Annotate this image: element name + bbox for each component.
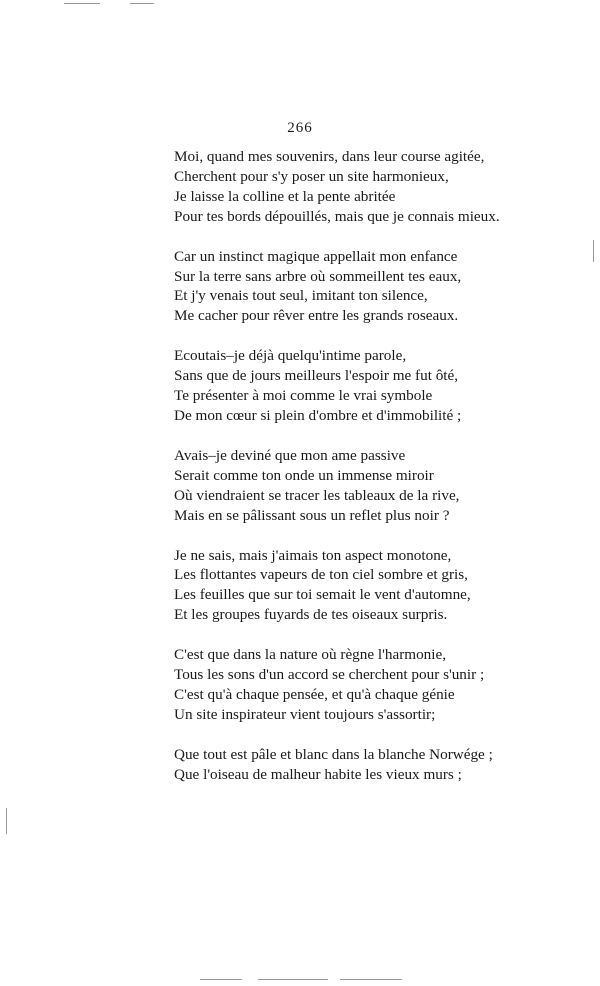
poem bbox=[174, 147, 534, 805]
poem-line: Sans que de jours meilleurs l'espoir me fut ôté, bbox=[174, 367, 459, 385]
top-edge-rule bbox=[64, 3, 100, 4]
stanza bbox=[174, 645, 534, 725]
poem-line: Et j'y venais tout seul, imitant ton silence, bbox=[174, 287, 428, 305]
page-number: 266 bbox=[287, 120, 313, 136]
poem-line: Car un instinct magique appellait mon enfance bbox=[174, 247, 458, 265]
stanza bbox=[174, 346, 534, 426]
stanza bbox=[174, 147, 534, 227]
poem-line: Sur la terre sans arbre où sommeillent tes eaux, bbox=[174, 267, 462, 285]
poem-line: Moi, quand mes souvenirs, dans leur course agitée, bbox=[174, 148, 485, 165]
poem-line: Serait comme ton onde un immense miroir bbox=[174, 466, 434, 484]
poem-line: Que l'oiseau de malheur habite les vieux murs ; bbox=[174, 765, 462, 783]
poem-line: Et les groupes fuyards de tes oiseaux surpris. bbox=[174, 606, 448, 624]
poem-line: Que tout est pâle et blanc dans la blanche Norwége ; bbox=[174, 745, 493, 763]
poem-line: Où viendraient se tracer les tableaux de la rive, bbox=[174, 486, 460, 504]
poem-line: Pour tes bords dépouillés, mais que je connais mieux. bbox=[174, 207, 500, 225]
poem-line: Mais en se pâlissant sous un reflet plus noir ? bbox=[174, 506, 450, 524]
poem-line: Avais–je deviné que mon ame passive bbox=[174, 446, 406, 464]
stanza bbox=[174, 446, 534, 526]
left-margin-mark bbox=[6, 808, 7, 834]
top-edge-rule bbox=[130, 3, 154, 4]
poem-line: Tous les sons d'un accord se cherchent pour s'unir ; bbox=[174, 666, 485, 684]
poem-line: Je ne sais, mais j'aimais ton aspect monotone, bbox=[174, 546, 452, 564]
poem-line: C'est que dans la nature où règne l'harmonie, bbox=[174, 646, 447, 664]
poem-line: Un site inspirateur vient toujours s'assortir; bbox=[174, 705, 436, 723]
bottom-edge-rule bbox=[258, 979, 328, 980]
stanza bbox=[174, 247, 534, 327]
poem-line: Je laisse la colline et la pente abritée bbox=[174, 187, 396, 205]
poem-line: Te présenter à moi comme le vrai symbole bbox=[174, 387, 433, 405]
poem-line: C'est qu'à chaque pensée, et qu'à chaque génie bbox=[174, 685, 455, 703]
bottom-edge-rule bbox=[200, 979, 242, 980]
poem-line: Me cacher pour rêver entre les grands roseaux. bbox=[174, 307, 459, 325]
stanza bbox=[174, 546, 534, 626]
right-margin-mark bbox=[593, 240, 594, 262]
poem-line: Cherchent pour s'y poser un site harmonieux, bbox=[174, 167, 449, 185]
bottom-edge-rule bbox=[340, 979, 402, 980]
poem-line: Les feuilles que sur toi semait le vent d'automne, bbox=[174, 586, 471, 604]
poem-line: Les flottantes vapeurs de ton ciel sombre et gris, bbox=[174, 566, 468, 584]
poem-line: Ecoutais–je déjà quelqu'intime parole, bbox=[174, 347, 407, 365]
stanza bbox=[174, 745, 534, 785]
poem-line: De mon cœur si plein d'ombre et d'immobilité ; bbox=[174, 406, 462, 424]
